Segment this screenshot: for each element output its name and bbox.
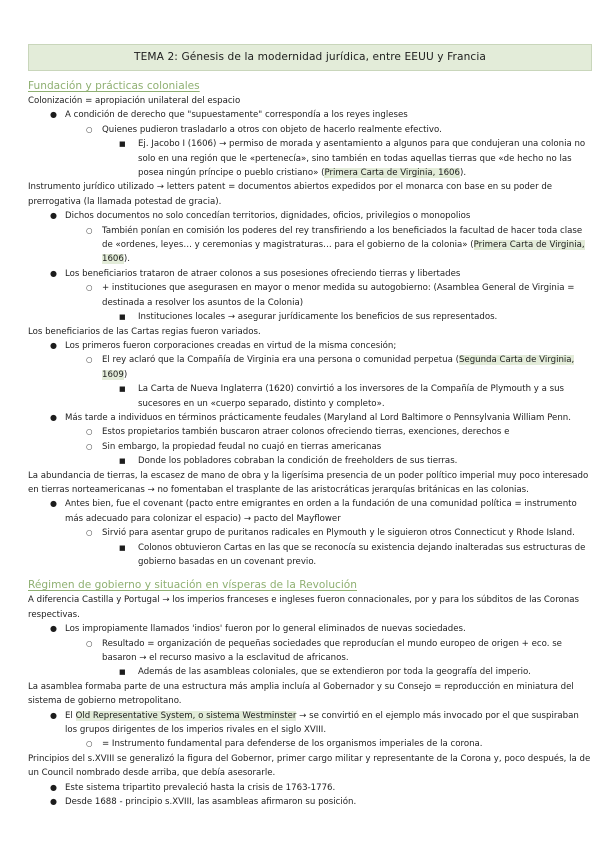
bullet-icon: ■ [119, 457, 126, 466]
bullet-icon: ● [50, 797, 57, 807]
bullet-icon: ○ [86, 283, 93, 293]
bullet-icon: ● [50, 499, 57, 509]
highlight: Old Representative System, o sistema Westminster [75, 710, 297, 721]
list-item: ■ Además de las asambleas coloniales, que se extendieron por toda la geografía del imperio. [28, 665, 592, 679]
bullet-icon: ● [50, 268, 57, 278]
bullet-icon: ○ [86, 739, 93, 749]
bullet-icon: ● [50, 211, 57, 221]
page-title [28, 44, 592, 71]
list-item: ● Los primeros fueron corporaciones creadas en virtud de la misma concesión; [28, 339, 592, 353]
list-item: ● Desde 1688 - principio s.XVIII, las asambleas afirmaron su posición. [28, 795, 592, 809]
list-item: ● El Old Representative System, o sistema Westminster → se convirtió en el ejemplo más invocado por el que suspiraban los grupos dirigentes de los imperios rivales en el siglo XVIII. [50, 710, 579, 736]
list-item: ● Este sistema tripartito prevaleció hasta la crisis de 1763-1776. [28, 781, 592, 795]
bullet-icon: ○ [86, 528, 93, 538]
document-body [28, 78, 592, 810]
list-item: ● Los beneficiarios trataron de atraer colonos a sus posesiones ofreciendo tierras y libertades [28, 267, 592, 281]
bullet-icon: ● [50, 110, 57, 120]
list-item: ● Dichos documentos no solo concedían territorios, dignidades, oficios, privilegios o monopolios [28, 209, 592, 223]
list-item: ○ El rey aclaró que la Compañía de Virginia era una persona o comunidad perpetua (Segunda Carta de Virginia, 1609) [86, 355, 575, 380]
bullet-icon: ○ [86, 441, 93, 451]
paragraph: Instrumento jurídico utilizado → letters patent = documentos abiertos expedidos por el monarca con base en su poder de prerrogativa (la llamada potestad de gracia). [28, 182, 553, 207]
paragraph: A diferencia Castilla y Portugal → los imperios franceses e ingleses fueron connacionales, por y para los súbditos de las Coronas respectivas. [28, 595, 579, 620]
list-item: ■ Colonos obtuvieron Cartas en las que se reconocía su existencia dejando inalteradas sus estructuras de gobierno basadas en un covenant previo. [119, 542, 586, 567]
list-item: ○ = Instrumento fundamental para defenderse de los organismos imperiales de la corona. [28, 737, 592, 751]
list-item: ● Antes bien, fue el covenant (pacto entre emigrantes en orden a la fundación de una comunidad política = instrumento más adecuado para colonizar el espacio) → pacto del Mayflower [50, 499, 577, 524]
paragraph: Los beneficiarios de las Cartas regias fueron variados. [28, 326, 261, 337]
bullet-icon: ● [50, 412, 57, 422]
list-item: ● Los impropiamente llamados 'indios' fueron por lo general eliminados de nuevas sociedades. [28, 622, 592, 636]
highlight: Primera Carta de Virginia, 1606 [102, 240, 585, 265]
bullet-icon: ○ [86, 427, 93, 437]
bullet-icon: ■ [119, 140, 126, 149]
list-item: ■ Instituciones locales → asegurar jurídicamente los beneficios de sus representados. [28, 310, 592, 324]
bullet-icon: ○ [86, 355, 93, 365]
paragraph: La asamblea formaba parte de una estructura más amplia incluía al Gobernador y su Consejo = reproducción en miniatura del sistema de gobierno metropolitano. [28, 681, 574, 707]
bullet-icon: ● [50, 710, 57, 720]
highlight: Primera Carta de Virginia, 1606 [324, 168, 460, 179]
bullet-icon: ■ [119, 313, 126, 322]
list-item: ○ Resultado = organización de pequeñas sociedades que reproducían el mundo europeo de origen + eco. se basaron → el recurso masivo a la esclavitud de africanos. [86, 638, 562, 664]
list-item: ■ Donde los pobladores cobraban la condición de freeholders de sus tierras. [28, 454, 592, 468]
section-heading-regimen: Régimen de gobierno y situación en vísperas de la Revolución [28, 579, 358, 592]
list-item: ● A condición de derecho que "supuestamente" correspondía a los reyes ingleses [28, 108, 592, 122]
paragraph: La abundancia de tierras, la escasez de mano de obra y la ligerísima presencia de un poder político imperial muy poco interesado en tierras norteamericanas → no fomentaban el trasplante de las aristocráticas jerarquías británicas en las colonias. [28, 470, 589, 495]
list-item: ○ Estos propietarios también buscaron atraer colonos ofreciendo tierras, exenciones, derechos e [28, 425, 592, 439]
list-item: ■ Ej. Jacobo I (1606) → permiso de morada y asentamiento a algunos para que condujeran una colonia no solo en una región que le «pertenecía», sino también en todas aquellas tierras que «de hecho no las posea ningún príncipe o pueblo cristiano» (Primera Carta de Virginia, 1606). [119, 139, 586, 179]
bullet-icon: ● [50, 624, 57, 634]
list-item: ○ + instituciones que asegurasen en mayor o menor medida su autogobierno: (Asamblea General de Virginia = destinada a resolver los asuntos de la Colonia) [86, 283, 575, 308]
bullet-icon: ○ [86, 638, 93, 648]
list-item: ○ Sirvió para asentar grupo de puritanos radicales en Plymouth y le siguieron otros Connecticut y Rhode Island. [28, 526, 592, 540]
bullet-icon: ○ [86, 124, 93, 134]
list-item: ○ Sin embargo, la propiedad feudal no cuajó en tierras americanas [28, 440, 592, 454]
highlight: Segunda Carta de Virginia, 1609 [102, 355, 575, 380]
bullet-icon: ■ [119, 668, 126, 677]
list-item: ○ Quienes pudieron trasladarlo a otros con objeto de hacerlo realmente efectivo. [28, 123, 592, 137]
bullet-icon: ● [50, 340, 57, 350]
bullet-icon: ● [50, 782, 57, 792]
list-item: ○ También ponían en comisión los poderes del rey transfiriendo a los beneficiados la facultad de hacer toda clase de «ordenes, leyes… y ceremonias y magistraturas… para el gobierno de la colonia» (Primera Carta de Virginia, 1606). [86, 225, 585, 265]
paragraph: Colonización = apropiación unilateral del espacio [28, 96, 241, 106]
bullet-icon: ■ [119, 543, 126, 552]
paragraph: Principios del s.XVIII se generalizó la figura del Gobernor, primer cargo militar y representante de la Corona y, poco después, la de un Council nombrado desde arriba, que debía asesorarle. [28, 753, 591, 779]
bullet-icon: ○ [86, 225, 93, 235]
list-item: ■ La Carta de Nueva Inglaterra (1620) convirtió a los inversores de la Compañía de Plymouth y a sus sucesores en un «cuerpo separado, distinto y completo». [119, 384, 565, 409]
list-item: ● Más tarde a individuos en términos prácticamente feudales (Maryland al Lord Baltimore o Pennsylvania William Penn. [28, 411, 592, 425]
section-heading-fundacion: Fundación y prácticas coloniales [28, 80, 200, 92]
page-title-text: TEMA 2: Génesis de la modernidad jurídica, entre EEUU y Francia [134, 51, 486, 64]
bullet-icon: ■ [119, 385, 126, 394]
